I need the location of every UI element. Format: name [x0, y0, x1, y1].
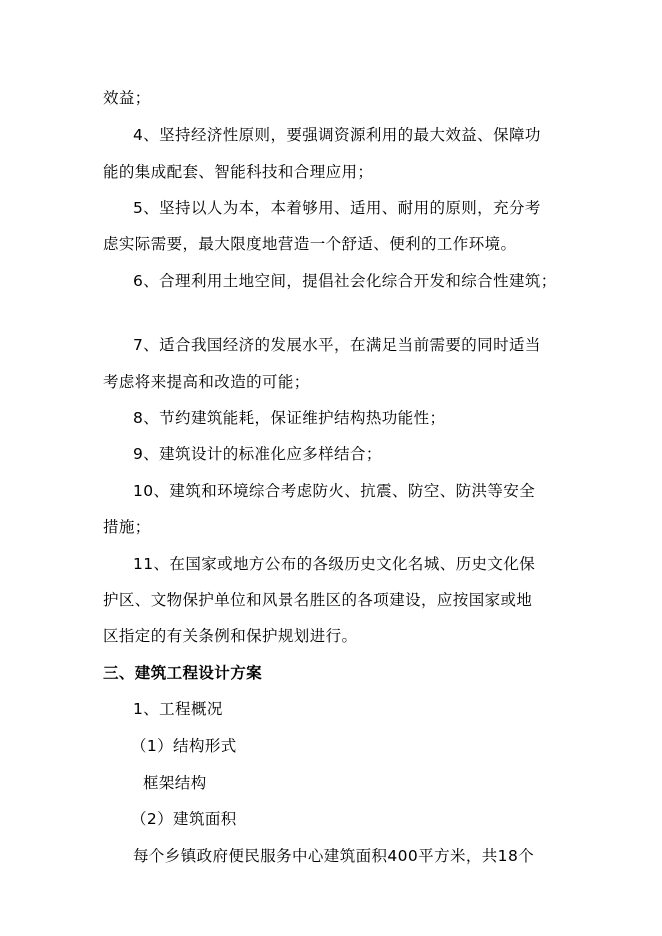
text-line: 考虑将来提高和改造的可能； [103, 373, 310, 391]
text-line: 护区、文物保护单位和风景名胜区的各项建设，应按国家或地 [103, 591, 533, 609]
subsection-heading: 1、工程概况 [133, 700, 223, 718]
item-heading: （1）结构形式 [131, 737, 237, 755]
text-line: 框架结构 [143, 774, 207, 792]
text-line: 8、节约建筑能耗，保证维护结构热功能性； [133, 409, 446, 427]
text-line: 9、建筑设计的标准化应多样结合； [133, 445, 382, 463]
text-line: 措施； [103, 518, 151, 536]
text-line: 11、在国家或地方公布的各级历史文化名城、历史文化保 [133, 555, 536, 573]
text-line: 能的集成配套、智能科技和合理应用； [103, 163, 374, 181]
section-heading: 三、建筑工程设计方案 [103, 664, 263, 682]
text-line: 4、坚持经济性原则，要强调资源利用的最大效益、保障功 [133, 126, 541, 144]
text-line: 7、适合我国经济的发展水平，在满足当前需要的同时适当 [133, 336, 541, 354]
text-line: 5、坚持以人为本，本着够用、适用、耐用的原则，充分考 [133, 199, 541, 217]
text-line: 区指定的有关条例和保护规划进行。 [103, 627, 358, 645]
text-line: 效益； [103, 89, 151, 107]
text-line: 虑实际需要，最大限度地营造一个舒适、便利的工作环境。 [103, 235, 517, 253]
item-heading: （2）建筑面积 [131, 810, 237, 828]
text-line: 每个乡镇政府便民服务中心建筑面积400平方米，共18个 [133, 847, 535, 865]
text-line: 6、合理利用土地空间，提倡社会化综合开发和综合性建筑； [133, 272, 557, 290]
text-line: 10、建筑和环境综合考虑防火、抗震、防空、防洪等安全 [133, 482, 536, 500]
